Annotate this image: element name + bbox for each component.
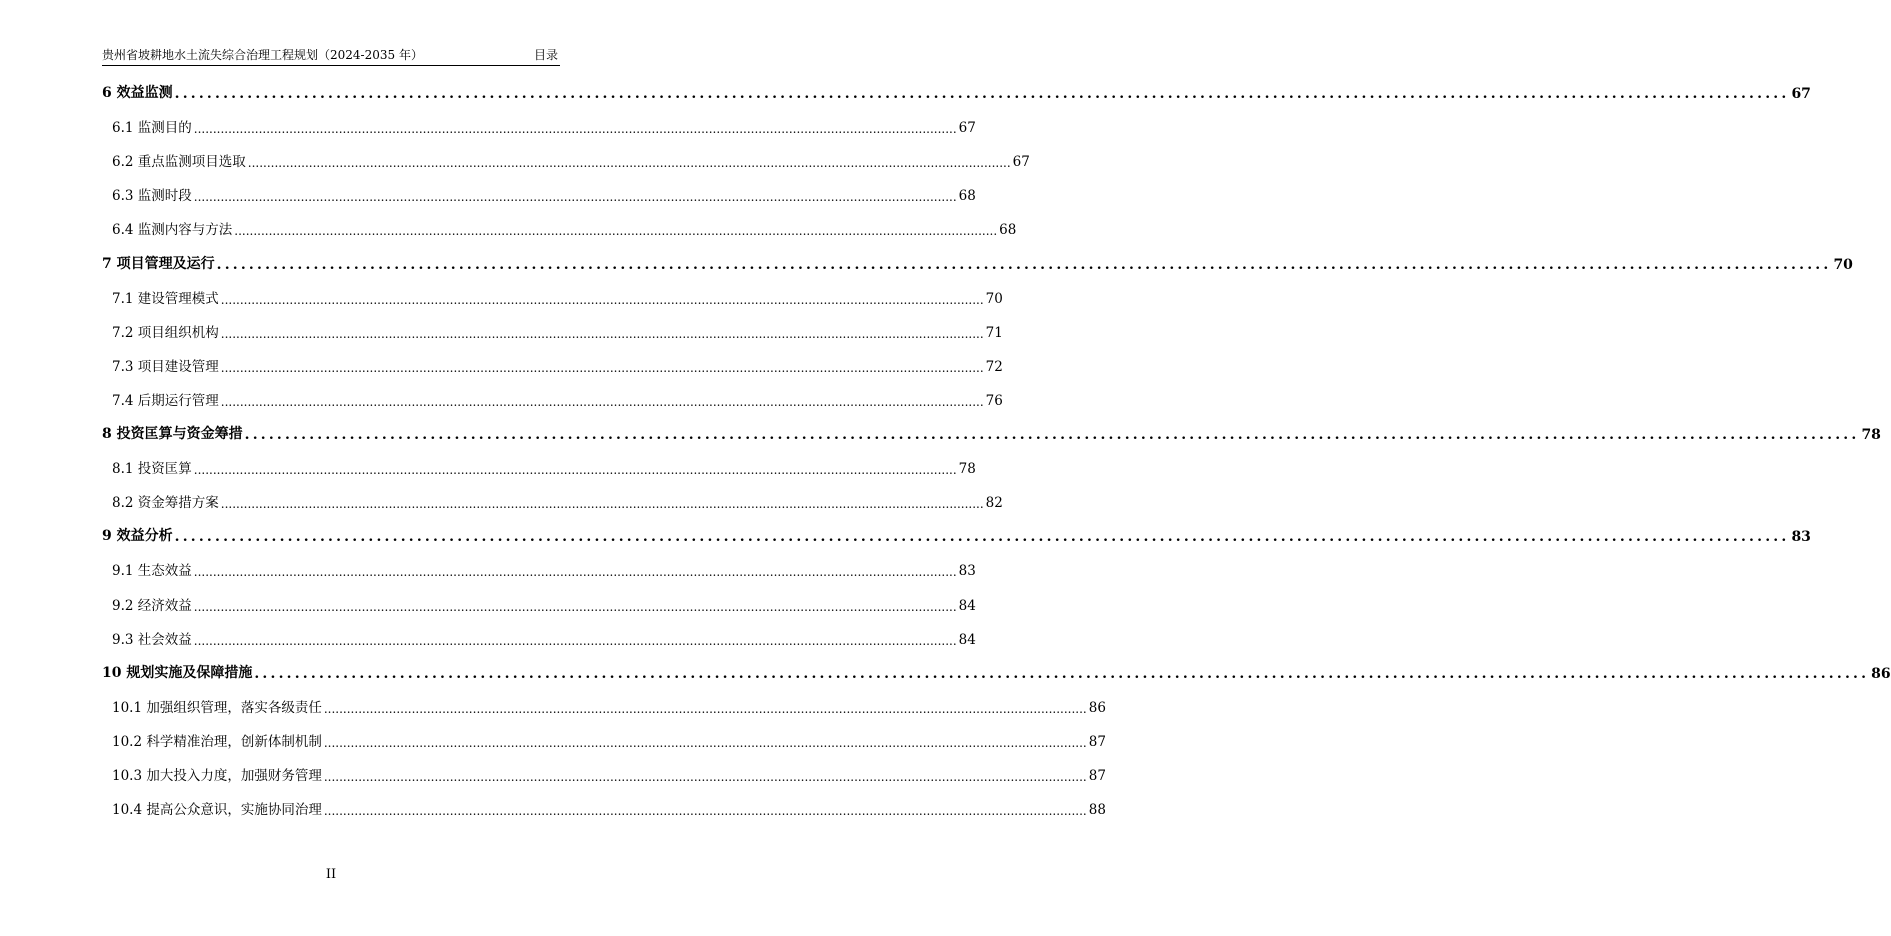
dot-leader: ........................................................................................................................................................................................................ (247, 156, 1011, 171)
toc-entry-label: 7.2 项目组织机构 (112, 324, 219, 341)
dot-leader: ........................................................................................................................................................................................................ (174, 529, 1790, 546)
toc-entry-page: 76 (985, 392, 1003, 409)
toc-entry-label: 9.2 经济效益 (112, 597, 192, 614)
dot-leader: ........................................................................................................................................................................................................ (216, 256, 1832, 273)
dot-leader: ........................................................................................................................................................................................................ (323, 804, 1087, 819)
page-header (102, 43, 560, 66)
toc-section-entry[interactable] (102, 491, 1003, 512)
toc-entry-page: 88 (1088, 802, 1106, 819)
toc-entry-label: 8.2 资金筹措方案 (112, 495, 219, 512)
toc-entry-label: 6.3 监测时段 (112, 188, 192, 205)
toc-entry-page: 67 (1012, 154, 1030, 171)
toc-section-entry[interactable] (102, 594, 976, 614)
toc-entry-page: 70 (985, 290, 1003, 307)
toc-chapter-entry[interactable] (102, 82, 1811, 102)
toc-entry-label: 8.1 投资匡算 (112, 461, 192, 478)
toc-section-entry[interactable] (102, 696, 1106, 716)
toc-entry-label: 10.2 科学精准治理，创新体制机制 (112, 733, 322, 750)
toc-entry-label: 10 规划实施及保障措施 (102, 664, 253, 681)
toc-entry-page: 78 (1861, 427, 1881, 443)
toc-entry-page: 83 (958, 563, 976, 580)
toc-entry-label: 9.3 社会效益 (112, 631, 192, 648)
toc-entry-label: 9 效益分析 (102, 528, 173, 545)
toc-entry-page: 78 (958, 461, 976, 478)
toc-entry-label: 7.1 建设管理模式 (112, 290, 219, 307)
toc-section-entry[interactable] (102, 764, 1106, 784)
toc-entry-page: 87 (1088, 733, 1106, 750)
toc-section-entry[interactable] (102, 218, 1017, 239)
toc-entry-label: 7.4 后期运行管理 (112, 392, 219, 409)
toc-entry-page: 83 (1791, 529, 1811, 546)
toc-entry-label: 7 项目管理及运行 (102, 255, 215, 272)
toc-entry-page: 82 (985, 495, 1003, 512)
dot-leader: ........................................................................................................................................................................................................ (193, 599, 957, 614)
toc-entry-page: 84 (958, 597, 976, 614)
dot-leader: ........................................................................................................................................................................................................ (323, 701, 1087, 716)
page-number: II (325, 867, 337, 882)
dot-leader: ........................................................................................................................................................................................................ (174, 86, 1790, 102)
toc-entry-page: 86 (1871, 665, 1891, 682)
dot-leader: ........................................................................................................................................................................................................ (193, 633, 957, 648)
document-title: 贵州省坡耕地水土流失综合治理工程规划（2024-2035 年） (102, 48, 423, 62)
dot-leader: ........................................................................................................................................................................................................ (220, 394, 984, 409)
toc-entry-page: 70 (1833, 256, 1853, 273)
toc-section-entry[interactable] (102, 457, 976, 478)
toc-section-entry[interactable] (102, 287, 1003, 307)
dot-leader: ........................................................................................................................................................................................................ (193, 565, 957, 580)
toc-entry-page: 67 (958, 120, 976, 137)
section-name: 目录 (533, 48, 558, 62)
toc-section-entry[interactable] (102, 184, 976, 205)
toc-section-entry[interactable] (102, 355, 1003, 375)
toc-entry-page: 67 (1791, 86, 1811, 102)
toc-entry-label: 10.1 加强组织管理，落实各级责任 (112, 699, 322, 716)
dot-leader: ........................................................................................................................................................................................................ (193, 122, 957, 137)
toc-section-entry[interactable] (102, 321, 1003, 341)
dot-leader: ........................................................................................................................................................................................................ (220, 360, 984, 375)
toc-entry-label: 10.4 提高公众意识，实施协同治理 (112, 802, 322, 819)
toc-section-entry[interactable] (102, 389, 1003, 409)
toc-entry-label: 7.3 项目建设管理 (112, 358, 219, 375)
dot-leader: ........................................................................................................................................................................................................ (234, 224, 998, 239)
dot-leader: ........................................................................................................................................................................................................ (193, 463, 957, 478)
toc-section-entry[interactable] (102, 730, 1106, 750)
toc-entry-label: 8 投资匡算与资金筹措 (102, 426, 243, 442)
toc-entry-page: 68 (999, 222, 1017, 239)
toc-section-entry[interactable] (102, 798, 1106, 819)
toc-entry-label: 6 效益监测 (102, 85, 173, 101)
toc-entry-label: 6.1 监测目的 (112, 120, 192, 137)
toc-entry-page: 71 (985, 324, 1003, 341)
toc-entry-label: 6.2 重点监测项目选取 (112, 154, 246, 171)
toc-entry-label: 10.3 加大投入力度，加强财务管理 (112, 768, 322, 784)
dot-leader: ........................................................................................................................................................................................................ (323, 735, 1087, 750)
toc-entry-label: 6.4 监测内容与方法 (112, 222, 233, 239)
dot-leader: ........................................................................................................................................................................................................ (220, 497, 984, 512)
toc-chapter-entry[interactable] (102, 662, 1891, 682)
toc-entry-page: 72 (985, 358, 1003, 375)
toc-entry-page: 84 (958, 631, 976, 648)
toc-entry-page: 86 (1088, 699, 1106, 716)
dot-leader: ........................................................................................................................................................................................................ (244, 427, 1860, 443)
dot-leader: ........................................................................................................................................................................................................ (254, 665, 1870, 682)
toc-chapter-entry[interactable] (102, 423, 1881, 443)
dot-leader: ........................................................................................................................................................................................................ (220, 292, 984, 307)
toc-section-entry[interactable] (102, 628, 976, 648)
dot-leader: ........................................................................................................................................................................................................ (193, 190, 957, 205)
toc-chapter-entry[interactable] (102, 253, 1853, 273)
dot-leader: ........................................................................................................................................................................................................ (220, 326, 984, 341)
toc-section-entry[interactable] (102, 559, 976, 580)
toc-chapter-entry[interactable] (102, 525, 1811, 546)
toc-entry-page: 87 (1088, 768, 1106, 784)
toc-entry-label: 9.1 生态效益 (112, 563, 192, 580)
toc-section-entry[interactable] (102, 150, 1030, 171)
toc-section-entry[interactable] (102, 116, 976, 137)
toc-entry-page: 68 (958, 188, 976, 205)
dot-leader: ........................................................................................................................................................................................................ (323, 770, 1087, 784)
